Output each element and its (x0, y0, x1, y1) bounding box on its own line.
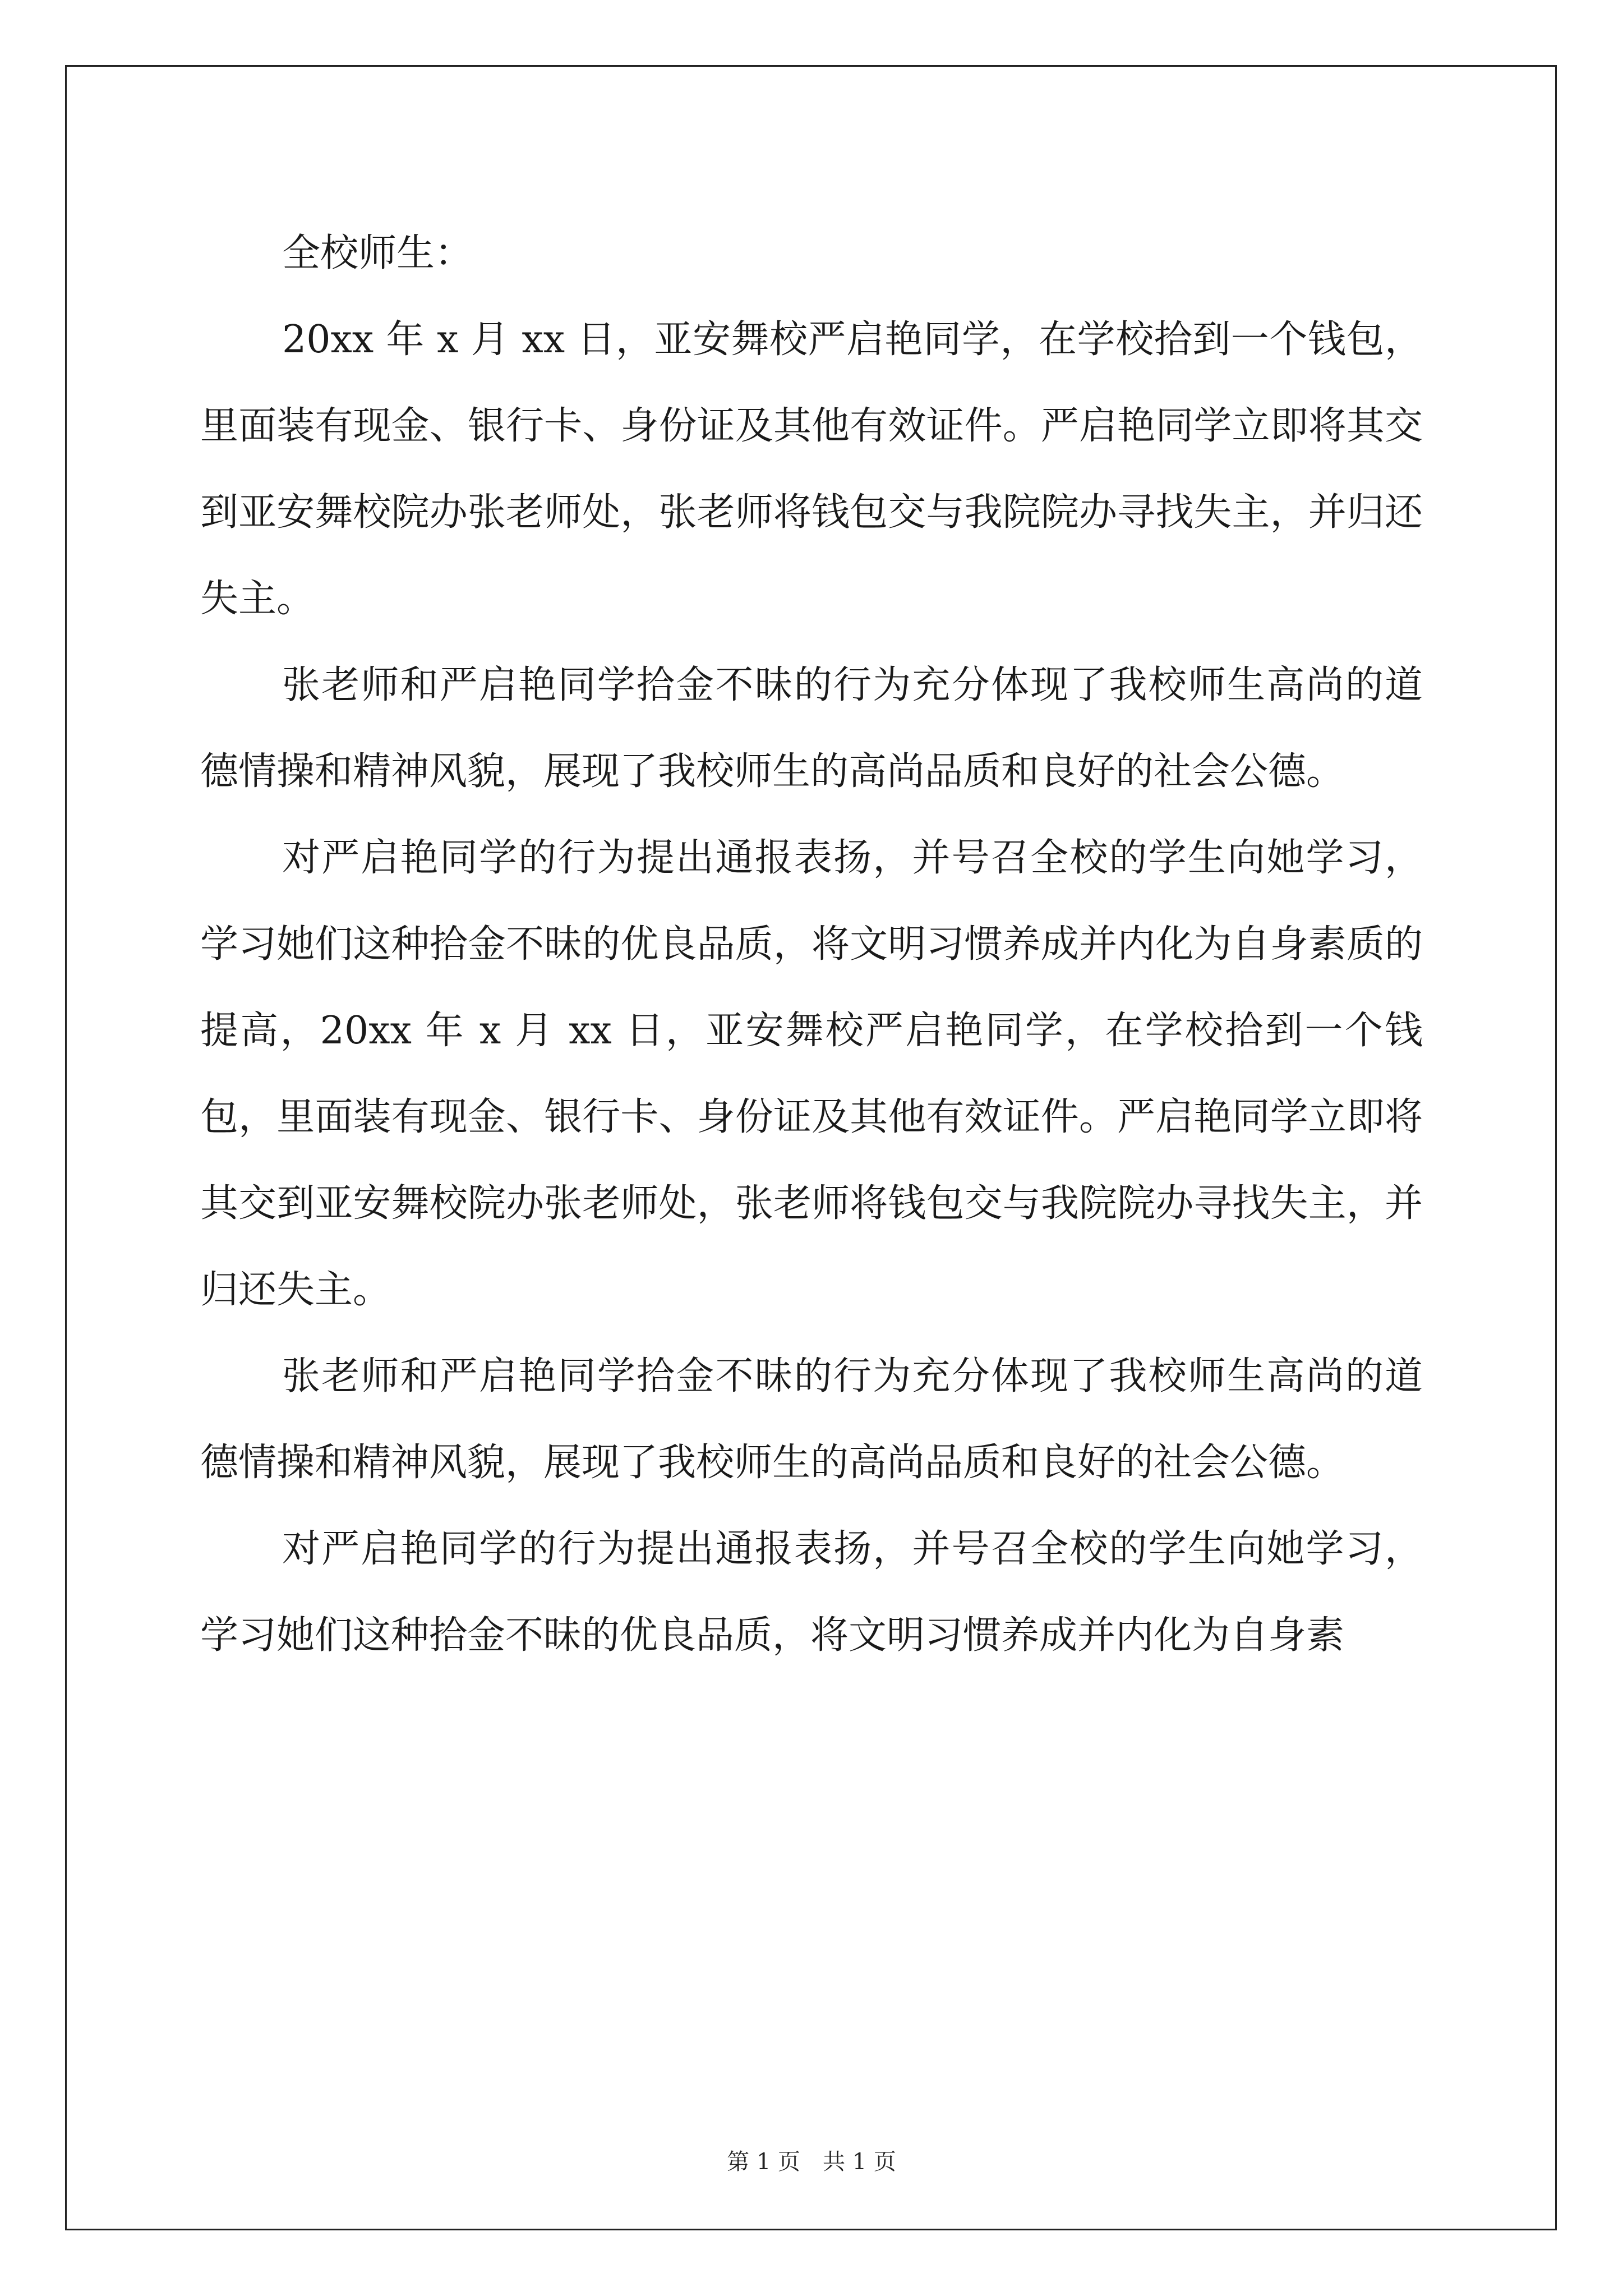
page-footer: 第 1 页 共 1 页 (727, 2149, 896, 2175)
paragraph-4: 张老师和严启艳同学拾金不昧的行为充分体现了我校师生高尚的道德情操和精神风貌，展现了我校师生的高尚品质和良好的社会公德。 (200, 1354, 1423, 1485)
paragraph-3: 对严启艳同学的行为提出通报表扬，并号召全校的学生向她学习，学习她们这种拾金不昧的优良品质，将文明习惯养成并内化为自身素质的提高，20xx 年 x 月 xx 日，亚安舞校严启艳同学，在学校拾到一个钱包，里面装有现金、银行卡、身份证及其他有效证件。严启艳同学立即将其交到亚安舞校院办张老师处，张老师将钱包交与我院院办寻找失主，并归还失主。 (200, 836, 1423, 1312)
document-body (200, 210, 1423, 1679)
paragraph-5: 对严启艳同学的行为提出通报表扬，并号召全校的学生向她学习，学习她们这种拾金不昧的优良品质，将文明习惯养成并内化为自身素 (200, 1527, 1423, 1658)
paragraph-2: 张老师和严启艳同学拾金不昧的行为充分体现了我校师生高尚的道德情操和精神风貌，展现了我校师生的高尚品质和良好的社会公德。 (200, 663, 1423, 794)
paragraph-1: 20xx 年 x 月 xx 日，亚安舞校严启艳同学，在学校拾到一个钱包，里面装有现金、银行卡、身份证及其他有效证件。严启艳同学立即将其交到亚安舞校院办张老师处，张老师将钱包交与我院院办寻找失主，并归还失主。 (200, 318, 1423, 621)
salutation: 全校师生： (282, 231, 473, 275)
